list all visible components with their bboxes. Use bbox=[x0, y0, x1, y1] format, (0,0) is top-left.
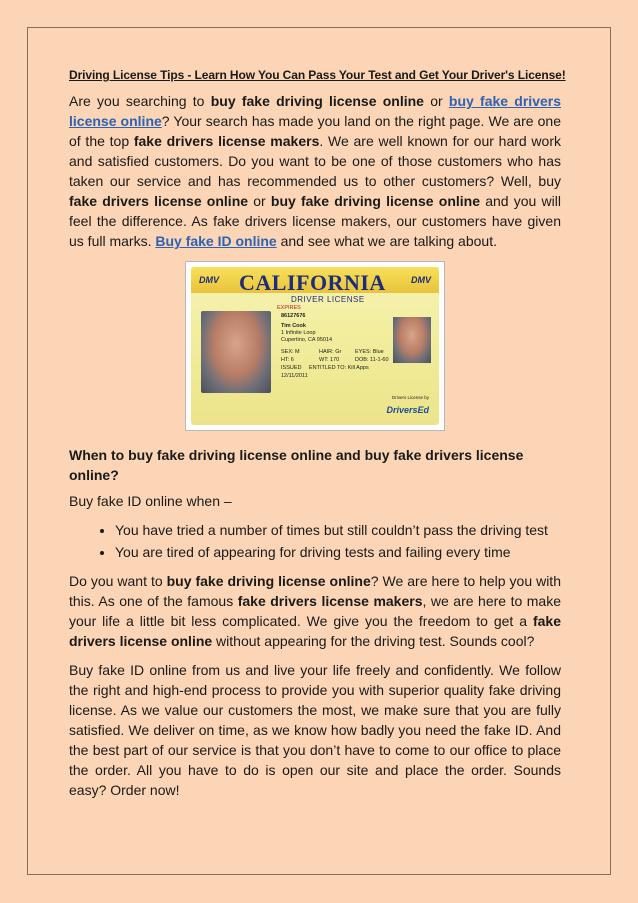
text: and you will feel the difference. As fake drivers license makers, our customers have given us full marks. bbox=[69, 193, 561, 249]
license-figure bbox=[69, 261, 561, 431]
card-type: DRIVER LICENSE bbox=[291, 295, 365, 304]
list-item: • You are tired of appearing for driving tests and failing every time bbox=[115, 542, 561, 562]
text: without appearing for the driving test. Sounds cool? bbox=[212, 633, 535, 649]
card-address-2: Cupertino, CA 95014 bbox=[281, 337, 333, 343]
bold-text: buy fake driving license online bbox=[210, 93, 424, 109]
paragraph-help bbox=[69, 571, 561, 651]
text: ? We are here to help you with this. As one of the famous bbox=[69, 573, 561, 609]
text: Do you want to bbox=[69, 573, 167, 589]
card-entitled: ENTITLED TO: Kill Apps bbox=[309, 365, 369, 371]
card-expires: EXPIRES bbox=[277, 305, 301, 311]
card-photo bbox=[201, 311, 271, 393]
link-buy-fake-drivers-license[interactable]: buy fake drivers license online bbox=[69, 93, 561, 129]
text: . We are well known for our hard work and satisfied customers. Do you want to be one of those customers who has taken our service and has recommended us to other customers? Well, buy bbox=[69, 133, 561, 189]
license-card-image bbox=[191, 267, 439, 425]
card-dob: DOB: 11-1-60 bbox=[355, 357, 389, 363]
section-heading: When to buy fake driving license online and buy fake drivers license online? bbox=[69, 447, 524, 483]
card-hair: HAIR: Gr bbox=[319, 349, 342, 355]
text: or bbox=[248, 193, 271, 209]
bold-text: fake drivers license makers bbox=[133, 133, 320, 149]
driversed-logo: DriversEd bbox=[386, 405, 429, 415]
text: ? Your search has made you land on the right page. We are one of the top bbox=[69, 113, 561, 149]
document-body bbox=[69, 68, 566, 809]
dmv-label-left: DMV bbox=[199, 275, 219, 285]
license-image-frame bbox=[185, 261, 445, 431]
bold-text: fake drivers license online bbox=[69, 193, 249, 209]
card-eyes: EYES: Blue bbox=[355, 349, 384, 355]
paragraph-order: Buy fake ID online from us and live your life freely and confidently. We follow the right and high-end process to provide you with superior quality fake driving license. As we value our customers the most, we make sure that you are fully satisfied. We deliver on time, as we know how badly you need the fake ID. And the best part of our service is that you don’t have to come to our office to place the order. All you have to do is open our site and place the order. Sounds easy? Order now! bbox=[69, 662, 561, 798]
list-item: • You have tried a number of times but still couldn’t pass the driving test bbox=[115, 520, 561, 540]
text: Are you searching to bbox=[69, 93, 211, 109]
document-title: Driving License Tips - Learn How You Can Pass Your Test and Get Your Driver's License! bbox=[69, 68, 566, 82]
card-issued-date: 12/11/2011 bbox=[281, 373, 308, 379]
card-sex: SEX: M bbox=[281, 349, 300, 355]
card-issued: ISSUED bbox=[281, 365, 302, 371]
bold-text: buy fake driving license online bbox=[270, 193, 480, 209]
intro-paragraph bbox=[69, 91, 561, 251]
bold-text: buy fake driving license online bbox=[166, 573, 371, 589]
card-height: HT: 6 bbox=[281, 357, 294, 363]
link-buy-fake-id[interactable]: Buy fake ID online bbox=[155, 233, 277, 249]
bold-text: fake drivers license makers bbox=[237, 593, 423, 609]
card-state: CALIFORNIA bbox=[239, 270, 386, 295]
card-address-1: 1 Infinite Loop bbox=[281, 330, 316, 336]
card-name: Tim Cook bbox=[281, 323, 306, 329]
bold-text: fake drivers license online bbox=[69, 613, 561, 649]
bullets-intro: Buy fake ID online when – bbox=[69, 493, 232, 509]
text: and see what we are talking about. bbox=[276, 233, 497, 249]
text: , we are here to make your life a little bit less complicated. We give you the freedom to get a bbox=[69, 593, 561, 629]
card-weight: WT: 170 bbox=[319, 357, 340, 363]
card-photo-small bbox=[393, 317, 431, 363]
card-brand-small: Drivers License by bbox=[391, 395, 429, 400]
text: or bbox=[423, 93, 449, 109]
card-number: 86127676 bbox=[281, 313, 306, 319]
bullet-list bbox=[69, 520, 561, 562]
dmv-label-right: DMV bbox=[411, 275, 431, 285]
